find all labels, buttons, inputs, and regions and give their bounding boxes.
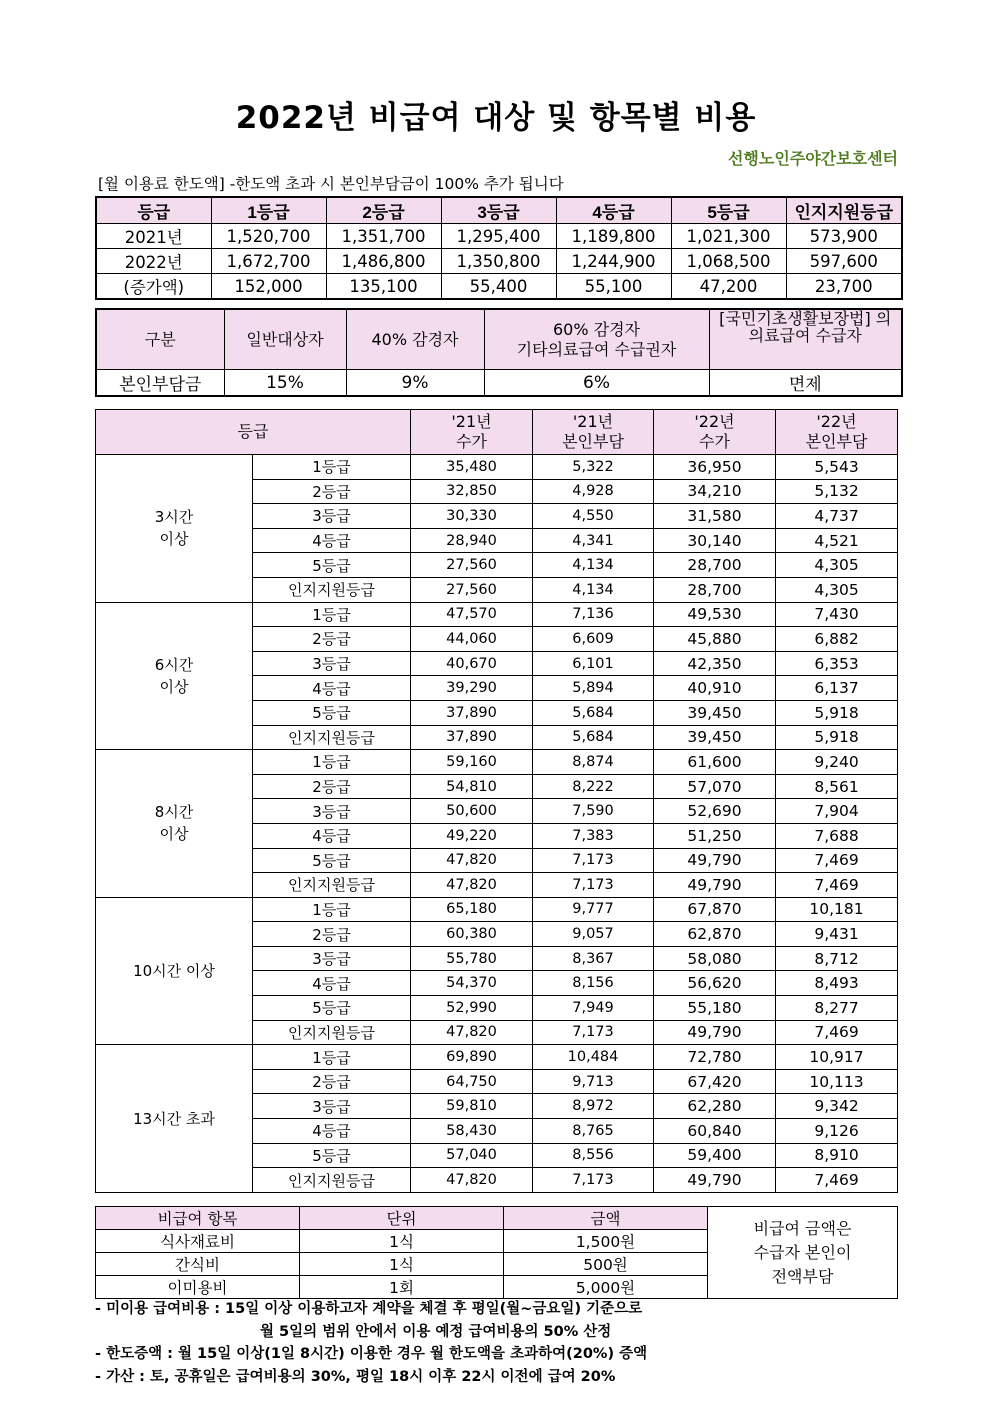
copay-22-cell: 7,469 [776,848,898,873]
fee-22-cell: 39,450 [654,725,776,750]
fee-header-grade: 등급 [96,410,411,455]
copay-22-cell: 9,240 [776,750,898,775]
page-title: 2022년 비급여 대상 및 항목별 비용 [235,100,757,136]
copay-22-cell: 4,737 [776,504,898,529]
grade-cell: 1등급 [253,1045,411,1070]
noncovered-cell: 5,000원 [504,1276,708,1299]
copay-21-cell: 9,057 [533,922,654,947]
fee-22-cell: 62,280 [654,1094,776,1119]
limit-cell: 1,486,800 [326,249,441,274]
copay-22-cell: 5,132 [776,479,898,504]
copay-22-cell: 9,431 [776,922,898,947]
limit-note: [월 이용료 한도액] -한도액 초과 시 본인부담금이 100% 추가 됩니다 [98,175,564,193]
grade-cell: 1등급 [253,455,411,480]
grade-cell: 5등급 [253,848,411,873]
fee-22-cell: 42,350 [654,651,776,676]
fee-22-cell: 40,910 [654,676,776,701]
grade-cell: 5등급 [253,1143,411,1168]
fee-22-cell: 52,690 [654,799,776,824]
grade-cell: 2등급 [253,479,411,504]
fee-22-cell: 28,700 [654,577,776,602]
copay-22-cell: 6,137 [776,676,898,701]
copay-cell: 9% [346,370,484,397]
limit-cell: 1,295,400 [441,224,556,249]
footnote-line: 월 5일의 범위 안에서 이용 예정 급여비용의 50% 산정 [260,1323,612,1340]
limit-cell: 2022년 [96,249,211,274]
noncovered-cell: 1식 [300,1253,504,1276]
fee-header-cell: '21년 본인부담 [533,410,654,455]
fee-22-cell: 49,790 [654,848,776,873]
time-group-label: 3시간 이상 [96,455,253,603]
grade-cell: 3등급 [253,946,411,971]
time-group-label: 13시간 초과 [96,1045,253,1193]
fee-22-cell: 58,080 [654,946,776,971]
limit-cell: 1,189,800 [556,224,671,249]
limit-table [95,196,903,300]
footnote-line: - 한도증액 : 월 15일 이상(1일 8시간) 이용한 경우 월 한도액을 초과하여(20%) 증액 [95,1346,648,1362]
copay-header-cell: 60% 감경자 기타의료급여 수급권자 [484,309,709,370]
fee-21-cell: 37,890 [411,700,533,725]
copay-22-cell: 4,305 [776,577,898,602]
fee-22-cell: 59,400 [654,1143,776,1168]
copay-21-cell: 7,173 [533,873,654,898]
copay-21-cell: 8,972 [533,1094,654,1119]
fee-22-cell: 55,180 [654,996,776,1021]
copay-21-cell: 4,134 [533,577,654,602]
fee-21-cell: 60,380 [411,922,533,947]
copay-22-cell: 9,342 [776,1094,898,1119]
grade-cell: 인지지원등급 [253,873,411,898]
copay-22-cell: 6,353 [776,651,898,676]
limit-cell: (증가액) [96,274,211,300]
copay-21-cell: 8,556 [533,1143,654,1168]
copay-21-cell: 9,713 [533,1069,654,1094]
copay-21-cell: 6,609 [533,627,654,652]
grade-cell: 1등급 [253,602,411,627]
footnote-line: - 미이용 급여비용 : 15일 이상 이용하고자 계약을 체결 후 평일(월~금요일) 기준으로 [95,1301,643,1317]
copay-21-cell: 4,134 [533,553,654,578]
copay-header-cell: 구분 [96,309,224,370]
grade-cell: 5등급 [253,700,411,725]
fee-22-cell: 31,580 [654,504,776,529]
fee-21-cell: 39,290 [411,676,533,701]
noncovered-side-note: 비급여 금액은 수급자 본인이 전액부담 [708,1207,898,1299]
copay-22-cell: 5,918 [776,700,898,725]
fee-22-cell: 72,780 [654,1045,776,1070]
limit-cell: 1,672,700 [211,249,326,274]
noncovered-cell: 1식 [300,1230,504,1253]
copay-21-cell: 7,949 [533,996,654,1021]
copay-22-cell: 8,712 [776,946,898,971]
limit-cell: 597,600 [786,249,902,274]
limit-header-cell: 4등급 [556,197,671,224]
fee-22-cell: 45,880 [654,627,776,652]
copay-21-cell: 8,222 [533,774,654,799]
noncovered-cell: 1,500원 [504,1230,708,1253]
table-row [96,370,902,397]
fee-21-cell: 47,820 [411,1020,533,1045]
limit-cell: 135,100 [326,274,441,300]
copay-21-cell: 7,173 [533,848,654,873]
copay-cell: 15% [224,370,346,397]
fee-21-cell: 47,570 [411,602,533,627]
copay-22-cell: 6,882 [776,627,898,652]
fee-22-cell: 49,530 [654,602,776,627]
center-name: 선행노인주야간보호센터 [727,149,898,168]
copay-header-cell: 일반대상자 [224,309,346,370]
grade-cell: 4등급 [253,823,411,848]
copay-21-cell: 7,136 [533,602,654,627]
table-row [96,274,902,300]
copay-21-cell: 6,101 [533,651,654,676]
grade-cell: 1등급 [253,750,411,775]
limit-cell: 2021년 [96,224,211,249]
copay-22-cell: 8,277 [776,996,898,1021]
copay-21-cell: 5,322 [533,455,654,480]
noncovered-table [95,1206,898,1299]
fee-table [95,409,898,1193]
copay-22-cell: 10,917 [776,1045,898,1070]
grade-cell: 2등급 [253,774,411,799]
table-row [96,750,898,775]
fee-21-cell: 32,850 [411,479,533,504]
noncovered-header [96,1207,898,1230]
grade-cell: 2등급 [253,1069,411,1094]
limit-cell: 1,351,700 [326,224,441,249]
grade-cell: 인지지원등급 [253,1168,411,1193]
grade-cell: 3등급 [253,799,411,824]
copay-22-cell: 10,113 [776,1069,898,1094]
fee-21-cell: 44,060 [411,627,533,652]
copay-cell: 6% [484,370,709,397]
fee-21-cell: 55,780 [411,946,533,971]
grade-cell: 4등급 [253,528,411,553]
copay-22-cell: 10,181 [776,897,898,922]
copay-21-cell: 8,156 [533,971,654,996]
grade-cell: 3등급 [253,651,411,676]
table-row [96,455,898,480]
fee-21-cell: 64,750 [411,1069,533,1094]
fee-22-cell: 34,210 [654,479,776,504]
footnote-line: - 가산 : 토, 공휴일은 급여비용의 30%, 평일 18시 이후 22시 이전에 급여 20% [95,1368,616,1385]
copay-21-cell: 5,894 [533,676,654,701]
fee-header-cell: '22년 수가 [654,410,776,455]
copay-21-cell: 7,590 [533,799,654,824]
fee-21-cell: 65,180 [411,897,533,922]
fee-21-cell: 59,810 [411,1094,533,1119]
fee-22-cell: 61,600 [654,750,776,775]
table-row [96,602,898,627]
fee-22-cell: 56,620 [654,971,776,996]
limit-cell: 152,000 [211,274,326,300]
limit-cell: 55,100 [556,274,671,300]
copay-21-cell: 10,484 [533,1045,654,1070]
fee-22-cell: 62,870 [654,922,776,947]
grade-cell: 인지지원등급 [253,577,411,602]
time-group-label: 10시간 이상 [96,897,253,1045]
limit-cell: 1,520,700 [211,224,326,249]
copay-22-cell: 7,688 [776,823,898,848]
limit-header-cell: 인지지원등급 [786,197,902,224]
fee-21-cell: 30,330 [411,504,533,529]
fee-21-cell: 47,820 [411,873,533,898]
fee-22-cell: 49,790 [654,873,776,898]
footnotes [95,1298,647,1388]
fee-22-cell: 39,450 [654,700,776,725]
copay-cell: 면제 [709,370,902,397]
fee-22-cell: 36,950 [654,455,776,480]
fee-22-cell: 28,700 [654,553,776,578]
fee-22-cell: 57,070 [654,774,776,799]
limit-cell: 47,200 [671,274,786,300]
fee-21-cell: 54,370 [411,971,533,996]
copay-header-cell: 40% 감경자 [346,309,484,370]
copay-21-cell: 7,173 [533,1020,654,1045]
limit-header-cell: 5등급 [671,197,786,224]
copay-22-cell: 7,469 [776,1168,898,1193]
grade-cell: 3등급 [253,504,411,529]
copay-21-cell: 5,684 [533,700,654,725]
fee-21-cell: 69,890 [411,1045,533,1070]
noncovered-cell: 식사재료비 [96,1230,300,1253]
copay-21-cell: 5,684 [533,725,654,750]
table-row [96,224,902,249]
copay-21-cell: 7,173 [533,1168,654,1193]
noncovered-cell: 500원 [504,1253,708,1276]
fee-header-cell: '21년 수가 [411,410,533,455]
limit-header-cell: 등급 [96,197,211,224]
grade-cell: 인지지원등급 [253,1020,411,1045]
fee-21-cell: 35,480 [411,455,533,480]
copay-22-cell: 7,430 [776,602,898,627]
grade-cell: 4등급 [253,971,411,996]
table-row [96,897,898,922]
copay-22-cell: 5,918 [776,725,898,750]
grade-cell: 1등급 [253,897,411,922]
copay-cell: 본인부담금 [96,370,224,397]
fee-21-cell: 52,990 [411,996,533,1021]
copay-table-header [96,309,902,370]
fee-22-cell: 67,870 [654,897,776,922]
limit-cell: 573,900 [786,224,902,249]
grade-cell: 인지지원등급 [253,725,411,750]
limit-cell: 55,400 [441,274,556,300]
copay-21-cell: 4,928 [533,479,654,504]
noncovered-header-cell: 금액 [504,1207,708,1230]
copay-22-cell: 5,543 [776,455,898,480]
time-group-label: 8시간 이상 [96,750,253,898]
fee-22-cell: 60,840 [654,1119,776,1144]
fee-table-header [96,410,898,455]
fee-22-cell: 51,250 [654,823,776,848]
grade-cell: 4등급 [253,1119,411,1144]
copay-22-cell: 8,910 [776,1143,898,1168]
fee-header-cell: '22년 본인부담 [776,410,898,455]
copay-22-cell: 8,561 [776,774,898,799]
copay-21-cell: 8,367 [533,946,654,971]
grade-cell: 4등급 [253,676,411,701]
time-group-label: 6시간 이상 [96,602,253,750]
copay-22-cell: 8,493 [776,971,898,996]
limit-cell: 1,021,300 [671,224,786,249]
grade-cell: 2등급 [253,922,411,947]
copay-22-cell: 4,521 [776,528,898,553]
grade-cell: 5등급 [253,996,411,1021]
grade-cell: 2등급 [253,627,411,652]
fee-21-cell: 50,600 [411,799,533,824]
noncovered-header-cell: 단위 [300,1207,504,1230]
fee-21-cell: 54,810 [411,774,533,799]
copay-21-cell: 4,341 [533,528,654,553]
fee-21-cell: 27,560 [411,553,533,578]
fee-22-cell: 67,420 [654,1069,776,1094]
fee-22-cell: 30,140 [654,528,776,553]
fee-21-cell: 47,820 [411,1168,533,1193]
noncovered-header-cell: 비급여 항목 [96,1207,300,1230]
noncovered-cell: 이미용비 [96,1276,300,1299]
copay-21-cell: 7,383 [533,823,654,848]
copay-22-cell: 7,904 [776,799,898,824]
fee-21-cell: 57,040 [411,1143,533,1168]
fee-21-cell: 37,890 [411,725,533,750]
grade-cell: 5등급 [253,553,411,578]
fee-21-cell: 58,430 [411,1119,533,1144]
noncovered-cell: 1회 [300,1276,504,1299]
copay-21-cell: 8,765 [533,1119,654,1144]
limit-cell: 23,700 [786,274,902,300]
fee-21-cell: 27,560 [411,577,533,602]
limit-cell: 1,068,500 [671,249,786,274]
limit-table-header [96,197,902,224]
limit-header-cell: 1등급 [211,197,326,224]
copay-table [95,308,903,397]
table-row [96,1045,898,1070]
copay-21-cell: 9,777 [533,897,654,922]
fee-22-cell: 49,790 [654,1168,776,1193]
fee-22-cell: 49,790 [654,1020,776,1045]
noncovered-cell: 간식비 [96,1253,300,1276]
fee-21-cell: 47,820 [411,848,533,873]
copay-22-cell: 9,126 [776,1119,898,1144]
copay-header-cell: [국민기초생활보장법] 의 의료급여 수급자 [709,309,902,370]
copay-22-cell: 7,469 [776,1020,898,1045]
limit-cell: 1,350,800 [441,249,556,274]
fee-21-cell: 59,160 [411,750,533,775]
limit-header-cell: 2등급 [326,197,441,224]
grade-cell: 3등급 [253,1094,411,1119]
table-row [96,249,902,274]
copay-22-cell: 4,305 [776,553,898,578]
fee-21-cell: 28,940 [411,528,533,553]
fee-21-cell: 40,670 [411,651,533,676]
fee-21-cell: 49,220 [411,823,533,848]
limit-cell: 1,244,900 [556,249,671,274]
copay-21-cell: 8,874 [533,750,654,775]
copay-22-cell: 7,469 [776,873,898,898]
copay-21-cell: 4,550 [533,504,654,529]
limit-header-cell: 3등급 [441,197,556,224]
